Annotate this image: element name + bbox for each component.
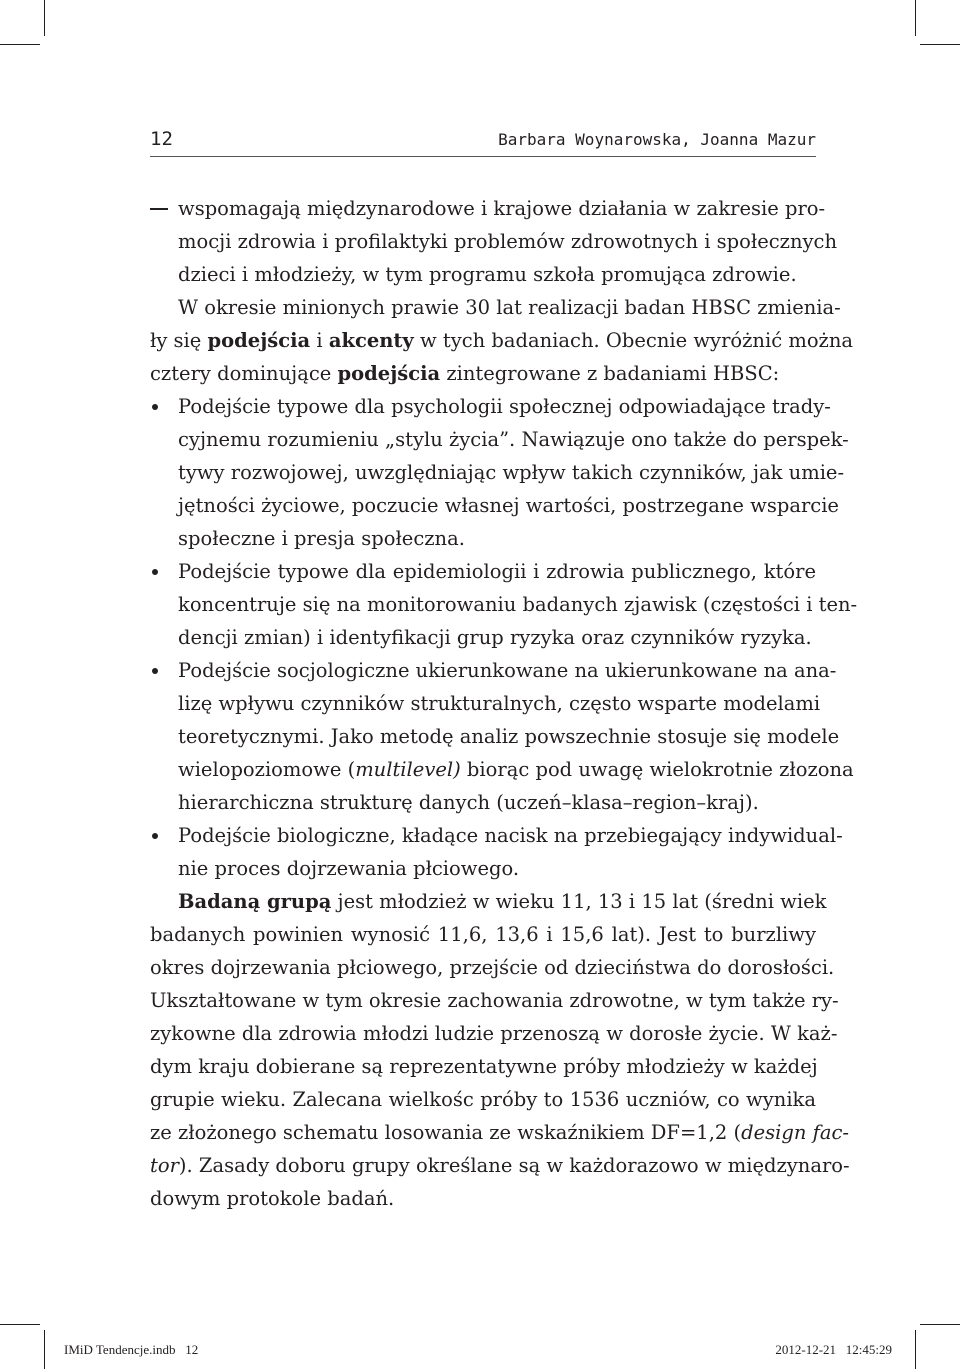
text-line: ze złożonego schematu losowania ze wskaźnikiem DF=1,2 (design fac- xyxy=(150,1121,849,1144)
text-line: Badaną grupą jest młodzież w wieku 11, 13 i 15 lat (średni wiek xyxy=(178,890,827,913)
print-timestamp: 2012-12-21 12:45:29 xyxy=(775,1342,892,1357)
bullet-icon xyxy=(152,569,158,575)
bullet-icon xyxy=(152,833,158,839)
file-name: IMiD Tendencje.indb 12 xyxy=(64,1342,199,1357)
dash-list-item xyxy=(150,192,838,291)
text-line: tywy rozwojowej, uwzględniając wpływ takich czynników, jak umie- xyxy=(178,461,845,484)
bullet-item xyxy=(150,819,843,885)
crop-mark xyxy=(920,1324,960,1325)
crop-mark xyxy=(0,1324,40,1325)
text-line: Podejście socjologiczne ukierunkowane na ukierunkowane na ana- xyxy=(178,659,837,682)
crop-mark xyxy=(0,44,40,45)
dash-marker xyxy=(150,208,168,210)
text-line: ły się podejścia i akcenty w tych badaniach. Obecnie wyróżnić można xyxy=(150,329,854,352)
text-line: koncentruje się na monitorowaniu badanych zjawisk (częstości i ten- xyxy=(178,593,858,616)
text-line: społeczne i presja społeczna. xyxy=(178,527,465,550)
text-line: lizę wpływu czynników strukturalnych, często wsparte modelami xyxy=(178,692,821,715)
text-line: wielopoziomowe (multilevel) biorąc pod uwagę wielokrotnie złozona xyxy=(178,758,854,781)
crop-mark xyxy=(44,1330,45,1369)
text-line: mocji zdrowia i profilaktyki problemów zdrowotnych i społecznych xyxy=(178,230,838,253)
text-line: badanych powinien wynosić 11,6, 13,6 i 15,6 lat). Jest to burzliwy xyxy=(150,923,816,946)
bullet-item xyxy=(150,654,854,819)
bullet-icon xyxy=(152,668,158,674)
text-line: W okresie minionych prawie 30 lat realizacji badan HBSC zmienia- xyxy=(178,296,841,319)
paragraph xyxy=(150,885,850,1215)
paragraph xyxy=(150,291,854,390)
text-line: teoretycznymi. Jako metodę analiz powszechnie stosuje się modele xyxy=(178,725,840,748)
bullet-icon xyxy=(152,404,158,410)
page-body xyxy=(150,192,858,1215)
text-line: Podejście biologiczne, kładące nacisk na przebiegający indywidual- xyxy=(178,824,843,847)
text-line: cyjnemu rozumieniu „stylu życia”. Nawiązuje ono także do perspek- xyxy=(178,428,849,451)
running-head: Barbara Woynarowska, Joanna Mazur xyxy=(498,130,816,149)
bullet-item xyxy=(150,555,858,654)
text-line: Podejście typowe dla epidemiologii i zdrowia publicznego, które xyxy=(178,560,816,583)
crop-mark xyxy=(915,1330,916,1369)
page-header xyxy=(150,126,816,157)
text-line: cztery dominujące podejścia zintegrowane z badaniami HBSC: xyxy=(150,362,780,385)
text-line: hierarchiczna strukturę danych (uczeń–klasa–region–kraj). xyxy=(178,791,759,814)
text-line: Ukształtowane w tym okresie zachowania zdrowotne, w tym także ry- xyxy=(150,989,839,1012)
text-line: dym kraju dobierane są reprezentatywne próby młodzieży w każdej xyxy=(150,1055,818,1078)
text-line: tor). Zasady doboru grupy określane są w każdorazowo w międzynaro- xyxy=(150,1154,850,1177)
text-line: dencji zmian) i identyfikacji grup ryzyka oraz czynników ryzyka. xyxy=(178,626,812,649)
text-line: okres dojrzewania płciowego, przejście od dzieciństwa do dorosłości. xyxy=(150,956,835,979)
crop-mark xyxy=(915,0,916,36)
page-number: 12 xyxy=(150,128,173,150)
crop-mark xyxy=(920,44,960,45)
text-line: dzieci i młodzieży, w tym programu szkoła promująca zdrowie. xyxy=(178,263,797,286)
text-line: grupie wieku. Zalecana wielkośc próby to 1536 uczniów, co wynika xyxy=(150,1088,816,1111)
text-line: dowym protokole badań. xyxy=(150,1187,395,1210)
bullet-item xyxy=(150,390,849,555)
text-line: zykowne dla zdrowia młodzi ludzie przenoszą w dorosłe życie. W każ- xyxy=(150,1022,838,1045)
crop-mark xyxy=(44,0,45,36)
text-line: wspomagają międzynarodowe i krajowe działania w zakresie pro- xyxy=(178,197,826,220)
text-line: nie proces dojrzewania płciowego. xyxy=(178,857,520,880)
text-line: Podejście typowe dla psychologii społecznej odpowiadające trady- xyxy=(178,395,831,418)
text-line: jętności życiowe, poczucie własnej wartości, postrzegane wsparcie xyxy=(178,494,839,517)
